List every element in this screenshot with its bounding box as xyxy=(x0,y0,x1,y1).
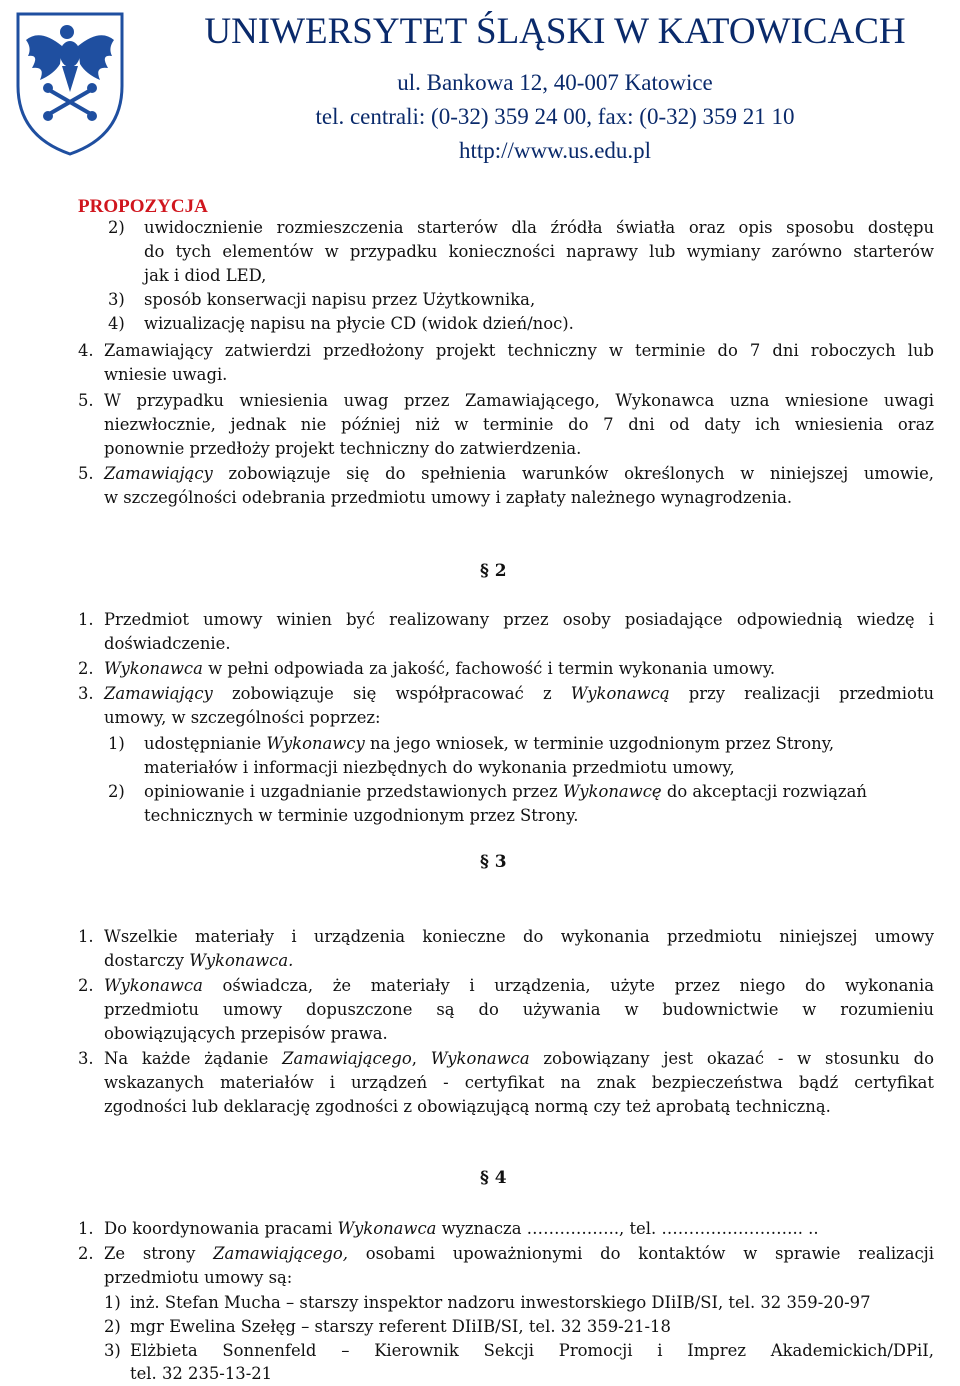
list-number: 2) xyxy=(108,218,125,237)
point-text: Przedmiot umowy winien być realizowany przez osoby posiadające odpowiednią wiedzę i xyxy=(104,610,934,629)
point-number: 2. xyxy=(78,1244,94,1263)
point-text: W przypadku wniesienia uwag przez Zamawiającego, Wykonawca uzna wniesione uwagi xyxy=(104,391,934,410)
point-number: 3. xyxy=(78,684,94,703)
point-text: obowiązujących przepisów prawa. xyxy=(104,1024,388,1043)
point-text: przedmiotu umowy dopuszczone są do używania w budownictwie w rozumieniu xyxy=(104,1000,934,1019)
contact-person: inż. Stefan Mucha – starszy inspektor nadzoru inwestorskiego DIiIB/SI, tel. 32 359-20-97 xyxy=(130,1293,871,1312)
section-heading: § 3 xyxy=(480,852,507,872)
point-text: wskazanych materiałów i urządzeń - certyfikat na znak bezpieczeństwa bądź certyfikat xyxy=(104,1073,934,1092)
point-text: Zamawiający zobowiązuje się współpracować z Wykonawcą przy realizacji przedmiotu xyxy=(104,684,934,703)
point-text: Ze strony Zamawiającego, osobami upoważnionymi do kontaktów w sprawie realizacji xyxy=(104,1244,934,1263)
contact-person: mgr Ewelina Szełęg – starszy referent DIiIB/SI, tel. 32 359-21-18 xyxy=(130,1317,671,1336)
list-item-text: opiniowanie i uzgadnianie przedstawionych przez Wykonawcę do akceptacji rozwiązań xyxy=(144,782,867,801)
list-item-text: wizualizację napisu na płycie CD (widok dzień/noc). xyxy=(144,314,574,333)
point-number: 1. xyxy=(78,927,94,946)
point-number: 4. xyxy=(78,341,94,360)
point-number: 1. xyxy=(78,1219,94,1238)
list-number: 2) xyxy=(104,1317,121,1336)
list-item-text: jak i diod LED, xyxy=(144,266,267,285)
university-phone: tel. centrali: (0-32) 359 24 00, fax: (0-32) 359 21 10 xyxy=(315,104,795,129)
point-number: 1. xyxy=(78,610,94,629)
university-website[interactable]: http://www.us.edu.pl xyxy=(458,138,652,163)
list-number: 1) xyxy=(104,1293,121,1312)
point-text: zgodności lub deklarację zgodności z obowiązującą normą czy też aprobatą techniczną. xyxy=(104,1097,831,1116)
point-text: dostarczy Wykonawca. xyxy=(104,951,294,970)
list-number: 3) xyxy=(108,290,125,309)
list-item-text: uwidocznienie rozmieszczenia starterów dla źródła światła oraz opis sposobu dostępu xyxy=(144,218,934,237)
point-number: 5. xyxy=(78,391,94,410)
point-number: 2. xyxy=(78,659,94,678)
point-text: Zamawiający zobowiązuje się do spełnienia warunków określonych w niniejszej umowie, xyxy=(104,464,934,483)
list-item-text: technicznych w terminie uzgodnionym przez Strony. xyxy=(144,806,579,825)
list-number: 1) xyxy=(108,734,125,753)
list-item-text: do tych elementów w przypadku konieczności naprawy lub wymiany zarówno starterów xyxy=(144,242,934,261)
point-text: umowy, w szczególności poprzez: xyxy=(104,708,381,727)
section-heading: § 4 xyxy=(480,1168,507,1188)
university-eagle-logo-icon xyxy=(10,8,130,158)
point-text: Na każde żądanie Zamawiającego, Wykonawca zobowiązany jest okazać - w stosunku do xyxy=(104,1049,934,1068)
point-text: przedmiotu umowy są: xyxy=(104,1268,293,1287)
point-text: doświadczenie. xyxy=(104,634,231,653)
list-item-text: sposób konserwacji napisu przez Użytkownika, xyxy=(144,290,536,309)
point-text: wniesie uwagi. xyxy=(104,365,228,384)
contact-person: Elżbieta Sonnenfeld – Kierownik Sekcji Promocji i Imprez Akademickich/DPiI, xyxy=(130,1341,934,1360)
point-text: ponownie przedłoży projekt techniczny do zatwierdzenia. xyxy=(104,439,582,458)
point-number: 2. xyxy=(78,976,94,995)
list-item-text: udostępnianie Wykonawcy na jego wniosek, w terminie uzgodnionym przez Strony, xyxy=(144,734,835,753)
section-heading: § 2 xyxy=(480,561,507,581)
party-name: Zamawiający xyxy=(104,464,213,483)
list-number: 2) xyxy=(108,782,125,801)
list-number: 4) xyxy=(108,314,125,333)
list-item-text: materiałów i informacji niezbędnych do wykonania przedmiotu umowy, xyxy=(144,758,735,777)
point-text: Wykonawca w pełni odpowiada za jakość, fachowość i termin wykonania umowy. xyxy=(104,659,776,678)
point-text: niezwłocznie, jednak nie później niż w terminie do 7 dni od daty ich wniesienia oraz xyxy=(104,415,934,434)
point-text: Zamawiający zatwierdzi przedłożony projekt techniczny w terminie do 7 dni roboczych lub xyxy=(104,341,934,360)
proposal-label: PROPOZYCJA xyxy=(78,196,208,217)
point-number: 3. xyxy=(78,1049,94,1068)
point-text: Wykonawca oświadcza, że materiały i urządzenia, użyte przez niego do wykonania xyxy=(104,976,934,995)
point-number: 5. xyxy=(78,464,94,483)
point-text: Do koordynowania pracami Wykonawca wyznacza …………….., tel. …………………….. .. xyxy=(104,1219,819,1238)
university-address: ul. Bankowa 12, 40-007 Katowice xyxy=(397,70,713,95)
point-text: Wszelkie materiały i urządzenia konieczne do wykonania przedmiotu niniejszej umowy xyxy=(104,927,934,946)
university-name: UNIWERSYTET ŚLĄSKI W KATOWICACH xyxy=(204,11,906,52)
point-text: w szczególności odebrania przedmiotu umowy i zapłaty należnego wynagrodzenia. xyxy=(104,488,793,507)
contact-person-phone: tel. 32 235-13-21 xyxy=(130,1364,273,1383)
list-number: 3) xyxy=(104,1341,121,1360)
